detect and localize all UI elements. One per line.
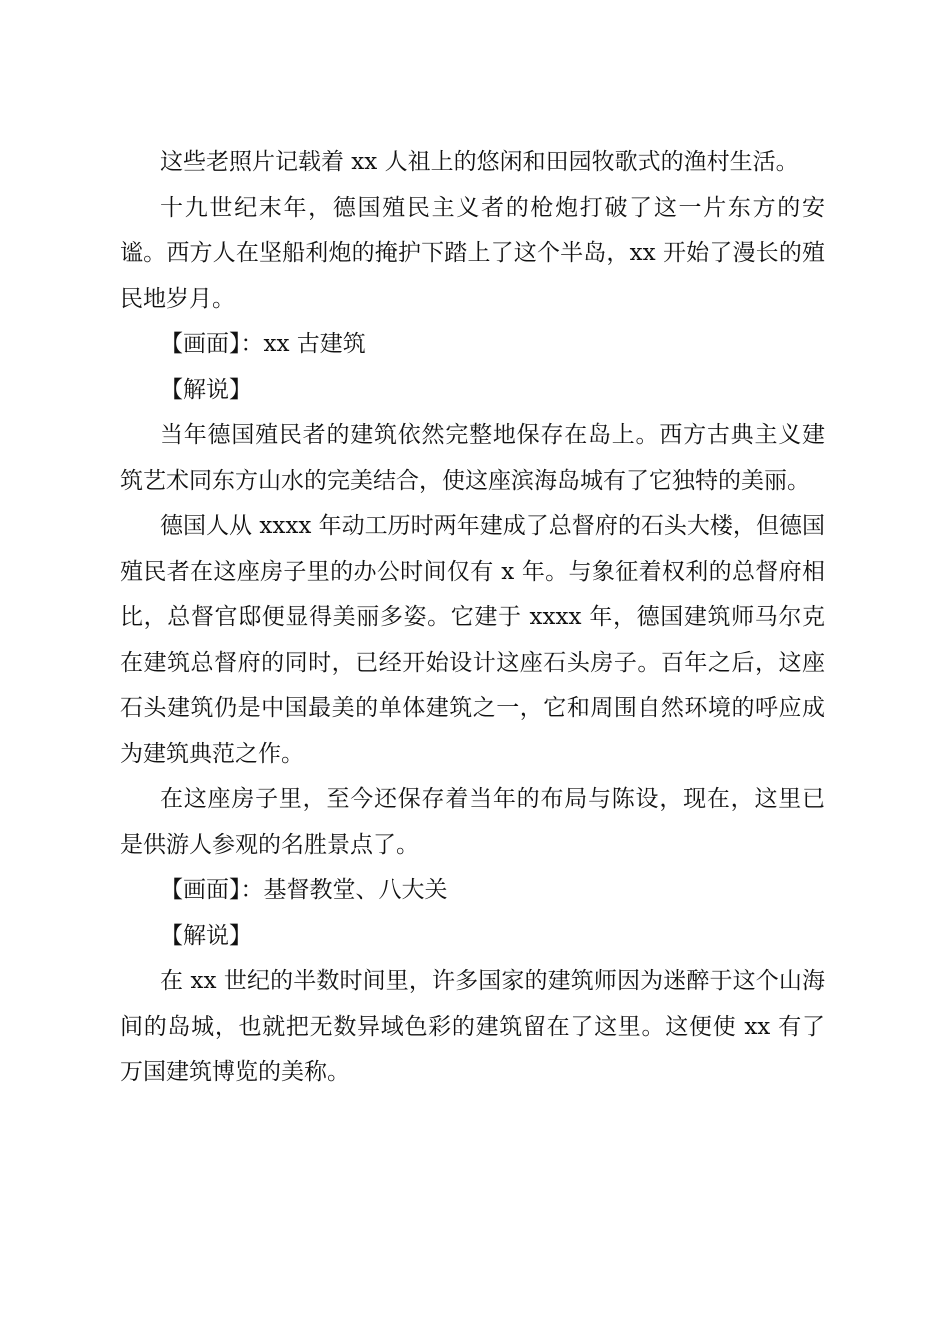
narration-label-1: 【解说】 bbox=[160, 376, 252, 403]
paragraph-colonial-era: 十九世纪末年，德国殖民主义者的枪炮打破了这一片东方的安谧。西方人在坚船利炮的掩护下踏上了这个半岛，xx 开始了漫长的殖民地岁月。 bbox=[120, 194, 825, 312]
narration-label-2: 【解说】 bbox=[160, 922, 252, 949]
scene-label-ancient-buildings: 【画面】：xx 古建筑 bbox=[160, 331, 366, 357]
paragraph-governor-building: 德国人从 xxxx 年动工历时两年建成了总督府的石头大楼，但德国殖民者在这座房子里的办公时间仅有 x 年。与象征着权利的总督府相比，总督官邸便显得美丽多姿。它建于 xxxx 年，德国建筑师马尔克在建筑总督府的同时，已经开始设计这座石头房子。百年之后，这座石头建筑仍是中国最美的单体建筑之一，它和周围自然环境的呼应成为建筑典范之作。 bbox=[120, 513, 825, 767]
paragraph-preserved-layout: 在这座房子里，至今还保存着当年的布局与陈设，现在，这里已是供游人参观的名胜景点了。 bbox=[120, 786, 825, 858]
paragraph-old-photos: 这些老照片记载着 xx 人祖上的悠闲和田园牧歌式的渔村生活。 bbox=[160, 149, 799, 175]
paragraph-german-buildings: 当年德国殖民者的建筑依然完整地保存在岛上。西方古典主义建筑艺术同东方山水的完美结合，使这座滨海岛城有了它独特的美丽。 bbox=[120, 422, 825, 494]
paragraph-architecture-expo: 在 xx 世纪的半数时间里，许多国家的建筑师因为迷醉于这个山海间的岛城，也就把无数异域色彩的建筑留在了这里。这便使 xx 有了万国建筑博览的美称。 bbox=[120, 968, 825, 1085]
document-body bbox=[120, 140, 825, 1096]
scene-label-church: 【画面】：基督教堂、八大关 bbox=[160, 877, 448, 903]
